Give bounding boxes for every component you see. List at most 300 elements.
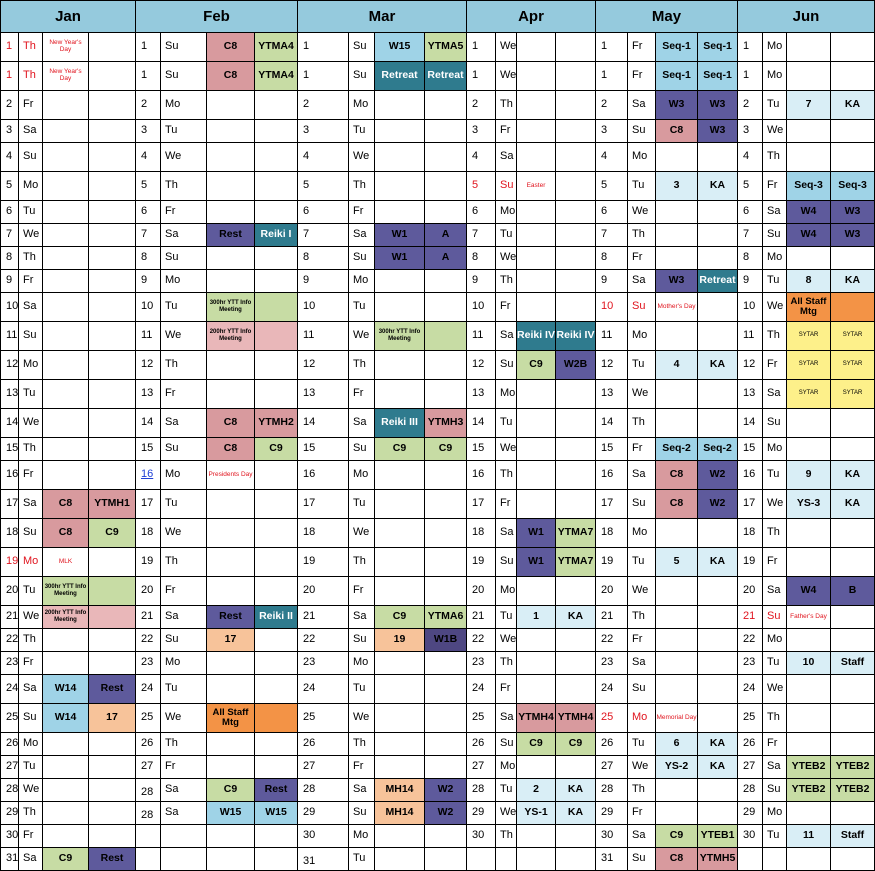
weekday-cell: Mo — [496, 756, 517, 779]
event-cell — [375, 351, 425, 380]
event-cell — [831, 33, 875, 62]
date-cell: 12 — [0, 351, 19, 380]
event-cell — [425, 461, 467, 490]
event-cell — [425, 351, 467, 380]
date-cell: 18 — [0, 519, 19, 548]
weekday-cell: Mo — [349, 270, 375, 293]
event-cell — [89, 201, 136, 224]
event-cell — [89, 652, 136, 675]
event-cell — [89, 380, 136, 409]
weekday-cell: Su — [763, 409, 787, 438]
event-cell — [787, 802, 831, 825]
date-cell: 18 — [467, 519, 496, 548]
date-cell: 1 — [738, 33, 763, 62]
weekday-cell: Fr — [496, 675, 517, 704]
weekday-cell: Tu — [19, 577, 43, 606]
date-cell: 13 — [738, 380, 763, 409]
date-cell: 25 — [467, 704, 496, 733]
event-c8: C8 — [43, 490, 89, 519]
date-cell: 1 — [596, 33, 628, 62]
event-cell — [375, 733, 425, 756]
date-cell: 28 — [738, 779, 763, 802]
event-c8: C8 — [656, 120, 698, 143]
weekday-cell: Sa — [763, 577, 787, 606]
date-cell: 22 — [596, 629, 628, 652]
weekday-cell: Tu — [349, 675, 375, 704]
event-cell — [375, 675, 425, 704]
weekday-cell: We — [763, 120, 787, 143]
date-cell: 14 — [298, 409, 349, 438]
event-w15: W15 — [255, 802, 298, 825]
weekday-cell: Th — [628, 409, 656, 438]
weekday-cell: Tu — [161, 675, 207, 704]
weekday-cell: Mo — [496, 201, 517, 224]
event-cell — [89, 270, 136, 293]
weekday-cell: Tu — [161, 293, 207, 322]
event-retreat: Retreat — [425, 62, 467, 91]
event-5: 5 — [656, 548, 698, 577]
event-cell — [207, 733, 255, 756]
weekday-cell: Th — [19, 438, 43, 461]
event-cell — [556, 247, 596, 270]
event-cell — [517, 91, 556, 120]
event-cell — [375, 201, 425, 224]
event-cell — [207, 247, 255, 270]
date-cell: 21 — [596, 606, 628, 629]
event-cell — [375, 756, 425, 779]
weekday-cell: We — [763, 293, 787, 322]
event-cell — [698, 704, 738, 733]
weekday-cell: Sa — [496, 704, 517, 733]
weekday-cell: Th — [349, 548, 375, 577]
event-seq-1: Seq-1 — [698, 62, 738, 91]
weekday-cell: Sa — [628, 652, 656, 675]
weekday-cell: Mo — [161, 652, 207, 675]
event-cell — [43, 351, 89, 380]
event-cell — [656, 322, 698, 351]
weekday-cell: Mo — [161, 461, 207, 490]
event-cell — [831, 519, 875, 548]
event-cell — [43, 733, 89, 756]
date-cell: 20 — [738, 577, 763, 606]
date-cell: 5 — [0, 172, 19, 201]
event-cell — [831, 704, 875, 733]
date-cell: 29 — [0, 802, 19, 825]
date-cell: 12 — [298, 351, 349, 380]
event-cell — [375, 143, 425, 172]
weekday-cell: Su — [161, 33, 207, 62]
date-cell: 2 — [298, 91, 349, 120]
date-cell: 1 — [0, 33, 19, 62]
date-cell: 25 — [298, 704, 349, 733]
weekday-cell: Sa — [19, 848, 43, 871]
date-cell: 9 — [596, 270, 628, 293]
event-7: 7 — [787, 91, 831, 120]
event-cell — [43, 802, 89, 825]
weekday-cell: Fr — [19, 270, 43, 293]
event-rest: Rest — [89, 675, 136, 704]
event-c8: C8 — [656, 490, 698, 519]
weekday-cell: We — [19, 224, 43, 247]
date-cell: 4 — [298, 143, 349, 172]
event-seq-1: Seq-1 — [656, 62, 698, 91]
weekday-cell: Sa — [161, 224, 207, 247]
event-cell — [375, 293, 425, 322]
date-cell: 13 — [298, 380, 349, 409]
event-cell — [556, 848, 596, 871]
date-cell: 2 — [136, 91, 161, 120]
weekday-cell: Sa — [496, 143, 517, 172]
weekday-cell: Su — [19, 519, 43, 548]
event-cell — [207, 143, 255, 172]
date-cell: 27 — [136, 756, 161, 779]
event-cell — [43, 247, 89, 270]
date-cell: 10 — [738, 293, 763, 322]
date-cell: 22 — [136, 629, 161, 652]
event-cell — [425, 848, 467, 871]
event-cell — [425, 322, 467, 351]
date-cell: 2 — [0, 91, 19, 120]
weekday-cell: Fr — [628, 438, 656, 461]
event-cell — [787, 704, 831, 733]
weekday-cell: Su — [763, 606, 787, 629]
date-cell: 14 — [738, 409, 763, 438]
event-cell — [425, 91, 467, 120]
event-w3: W3 — [831, 224, 875, 247]
date-cell: 29 — [298, 802, 349, 825]
event-ka: KA — [831, 461, 875, 490]
date-cell: 3 — [298, 120, 349, 143]
weekday-cell: We — [161, 519, 207, 548]
date-cell: 21 — [467, 606, 496, 629]
event-ka: KA — [831, 91, 875, 120]
event-cell — [698, 629, 738, 652]
event-reiki-iv: Reiki IV — [517, 322, 556, 351]
event-ytma7: YTMA7 — [556, 548, 596, 577]
event-sytar: SYTAR — [787, 380, 831, 409]
event-cell — [425, 490, 467, 519]
date-cell: 17 — [0, 490, 19, 519]
date-cell: 6 — [298, 201, 349, 224]
event-9: 9 — [787, 461, 831, 490]
event-cell — [375, 825, 425, 848]
weekday-cell: Tu — [763, 461, 787, 490]
event-2: 2 — [517, 779, 556, 802]
event-all-staff-mtg: All Staff Mtg — [207, 704, 255, 733]
event-cell — [556, 380, 596, 409]
event-cell — [517, 461, 556, 490]
date-cell: 26 — [467, 733, 496, 756]
event-cell — [698, 675, 738, 704]
weekday-cell: Fr — [161, 756, 207, 779]
weekday-cell: We — [496, 802, 517, 825]
holiday-note: Memorial Day — [656, 704, 698, 733]
weekday-cell: Tu — [628, 351, 656, 380]
date-cell: 23 — [467, 652, 496, 675]
weekday-cell: Mo — [349, 652, 375, 675]
date-cell: 21 — [738, 606, 763, 629]
event-cell — [831, 247, 875, 270]
weekday-cell — [496, 848, 517, 871]
event-cell — [698, 380, 738, 409]
weekday-cell: Su — [496, 172, 517, 201]
event-cell — [556, 461, 596, 490]
event-cell — [787, 409, 831, 438]
month-header-feb: Feb — [136, 0, 298, 33]
event-cell — [207, 120, 255, 143]
event-cell — [425, 733, 467, 756]
event-cell — [207, 548, 255, 577]
weekday-cell: Su — [763, 224, 787, 247]
weekday-cell: Fr — [763, 172, 787, 201]
date-cell: 20 — [596, 577, 628, 606]
weekday-cell: Su — [161, 629, 207, 652]
event-cell — [831, 733, 875, 756]
weekday-cell: Tu — [19, 756, 43, 779]
event-cell — [43, 322, 89, 351]
weekday-cell: Tu — [19, 380, 43, 409]
event-cell — [207, 652, 255, 675]
event-cell — [255, 629, 298, 652]
event-ytmh2: YTMH2 — [255, 409, 298, 438]
event-cell — [255, 247, 298, 270]
weekday-cell: Th — [763, 143, 787, 172]
event-cell — [517, 629, 556, 652]
event-cell — [517, 143, 556, 172]
weekday-cell: Th — [349, 733, 375, 756]
event-cell — [698, 143, 738, 172]
event-cell — [831, 438, 875, 461]
event-c8: C8 — [207, 409, 255, 438]
weekday-cell: Mo — [628, 143, 656, 172]
event-17: 17 — [89, 704, 136, 733]
weekday-cell: Th — [496, 270, 517, 293]
date-cell: 9 — [298, 270, 349, 293]
date-cell: 24 — [136, 675, 161, 704]
weekday-cell: Mo — [19, 172, 43, 201]
date-cell: 24 — [467, 675, 496, 704]
weekday-cell: We — [763, 675, 787, 704]
date-cell: 11 — [467, 322, 496, 351]
event-cell — [517, 201, 556, 224]
event-cell — [656, 201, 698, 224]
event-ka: KA — [698, 756, 738, 779]
date-cell: 28 — [0, 779, 19, 802]
weekday-cell: Th — [763, 519, 787, 548]
event-cell — [556, 652, 596, 675]
event-cell — [425, 548, 467, 577]
event-cell — [89, 756, 136, 779]
date-cell: 4 — [738, 143, 763, 172]
date-cell: 24 — [596, 675, 628, 704]
weekday-cell: Su — [496, 351, 517, 380]
event-cell — [207, 351, 255, 380]
event-sytar: SYTAR — [787, 351, 831, 380]
weekday-cell: Sa — [349, 224, 375, 247]
event-cell — [43, 756, 89, 779]
weekday-cell: Th — [628, 779, 656, 802]
month-header-jun: Jun — [738, 0, 875, 33]
event-rest: Rest — [207, 606, 255, 629]
event-cell — [255, 380, 298, 409]
event-ka: KA — [698, 733, 738, 756]
event-cell — [43, 270, 89, 293]
date-cell: 1 — [738, 62, 763, 91]
weekday-cell: Th — [19, 802, 43, 825]
event-cell — [255, 704, 298, 733]
event-reiki-iv: Reiki IV — [556, 322, 596, 351]
weekday-cell: Sa — [763, 380, 787, 409]
event-cell — [89, 172, 136, 201]
weekday-cell: Su — [19, 322, 43, 351]
weekday-cell: Th — [496, 461, 517, 490]
event-cell — [375, 380, 425, 409]
weekday-cell: Fr — [628, 247, 656, 270]
event-cell — [375, 577, 425, 606]
weekday-cell: Th — [19, 62, 43, 91]
event-cell — [656, 409, 698, 438]
weekday-cell: Tu — [763, 825, 787, 848]
holiday-note: New Year's Day — [43, 33, 89, 62]
event-sytar: SYTAR — [831, 380, 875, 409]
event-cell — [556, 438, 596, 461]
event-staff: Staff — [831, 825, 875, 848]
event-cell — [207, 825, 255, 848]
event-cell — [656, 224, 698, 247]
date-cell: 20 — [0, 577, 19, 606]
event-cell — [207, 577, 255, 606]
date-cell: 13 — [467, 380, 496, 409]
event-cell — [556, 825, 596, 848]
event-cell — [517, 848, 556, 871]
date-cell: 9 — [136, 270, 161, 293]
date-cell: 16 — [467, 461, 496, 490]
weekday-cell: Sa — [496, 322, 517, 351]
event-cell — [517, 247, 556, 270]
weekday-cell: Sa — [628, 270, 656, 293]
event-cell — [425, 756, 467, 779]
event-cell — [89, 351, 136, 380]
date-cell: 1 — [136, 62, 161, 91]
event-w4: W4 — [787, 577, 831, 606]
date-cell: 4 — [596, 143, 628, 172]
weekday-cell: Sa — [19, 120, 43, 143]
event-cell — [43, 629, 89, 652]
date-cell: 11 — [136, 322, 161, 351]
weekday-cell: Tu — [19, 201, 43, 224]
date-cell: 21 — [0, 606, 19, 629]
event-cell — [375, 91, 425, 120]
weekday-cell: Sa — [349, 409, 375, 438]
date-cell: 4 — [136, 143, 161, 172]
weekday-cell: We — [763, 490, 787, 519]
event-cell — [255, 733, 298, 756]
weekday-cell: Mo — [763, 62, 787, 91]
event-w3: W3 — [656, 91, 698, 120]
event-sytar: SYTAR — [831, 351, 875, 380]
date-cell: 14 — [0, 409, 19, 438]
event-ytmh4: YTMH4 — [556, 704, 596, 733]
date-cell: 17 — [596, 490, 628, 519]
date-cell: 19 — [738, 548, 763, 577]
weekday-cell: Su — [628, 675, 656, 704]
weekday-cell: We — [496, 438, 517, 461]
event-cell — [375, 172, 425, 201]
date-cell — [136, 825, 161, 848]
date-cell: 1 — [467, 33, 496, 62]
event-cell — [89, 577, 136, 606]
date-cell: 6 — [136, 201, 161, 224]
event-w2: W2 — [425, 802, 467, 825]
event-cell — [656, 779, 698, 802]
event-cell — [656, 519, 698, 548]
event-cell — [831, 848, 875, 871]
date-cell: 26 — [596, 733, 628, 756]
event-c8: C8 — [207, 62, 255, 91]
date-cell: 30 — [467, 825, 496, 848]
event-cell — [556, 409, 596, 438]
event-cell — [255, 675, 298, 704]
event-cell — [787, 438, 831, 461]
event-cell — [89, 120, 136, 143]
event-cell — [255, 293, 298, 322]
date-cell: 20 — [298, 577, 349, 606]
weekday-cell: Sa — [496, 519, 517, 548]
event-10: 10 — [787, 652, 831, 675]
date-cell: 16 — [596, 461, 628, 490]
event-cell — [656, 652, 698, 675]
date-cell: 14 — [467, 409, 496, 438]
event-ytmh4: YTMH4 — [517, 704, 556, 733]
event-ys-2: YS-2 — [656, 756, 698, 779]
event-cell — [43, 224, 89, 247]
event-cell — [89, 247, 136, 270]
weekday-cell: Sa — [628, 91, 656, 120]
event-cell — [656, 380, 698, 409]
date-cell: 21 — [136, 606, 161, 629]
date-cell: 23 — [0, 652, 19, 675]
date-cell: 7 — [596, 224, 628, 247]
weekday-cell: Su — [628, 120, 656, 143]
date-cell: 2 — [596, 91, 628, 120]
event-w3: W3 — [656, 270, 698, 293]
weekday-cell — [763, 848, 787, 871]
date-cell: 10 — [0, 293, 19, 322]
weekday-cell: Fr — [349, 380, 375, 409]
date-cell: 4 — [467, 143, 496, 172]
event-cell — [255, 120, 298, 143]
event-cell — [207, 848, 255, 871]
event-cell — [255, 490, 298, 519]
date-cell: 19 — [596, 548, 628, 577]
event-cell — [556, 756, 596, 779]
weekday-cell: Tu — [161, 120, 207, 143]
weekday-cell: We — [496, 629, 517, 652]
date-cell: 12 — [596, 351, 628, 380]
event-cell — [255, 577, 298, 606]
event-cell — [425, 825, 467, 848]
event-cell — [831, 409, 875, 438]
date-cell: 23 — [738, 652, 763, 675]
date-cell: 7 — [136, 224, 161, 247]
event-ytmh1: YTMH1 — [89, 490, 136, 519]
event-w14: W14 — [43, 675, 89, 704]
event-cell — [831, 120, 875, 143]
date-cell: 8 — [738, 247, 763, 270]
weekday-cell: Tu — [161, 490, 207, 519]
weekday-cell: Th — [349, 351, 375, 380]
weekday-cell: We — [628, 201, 656, 224]
